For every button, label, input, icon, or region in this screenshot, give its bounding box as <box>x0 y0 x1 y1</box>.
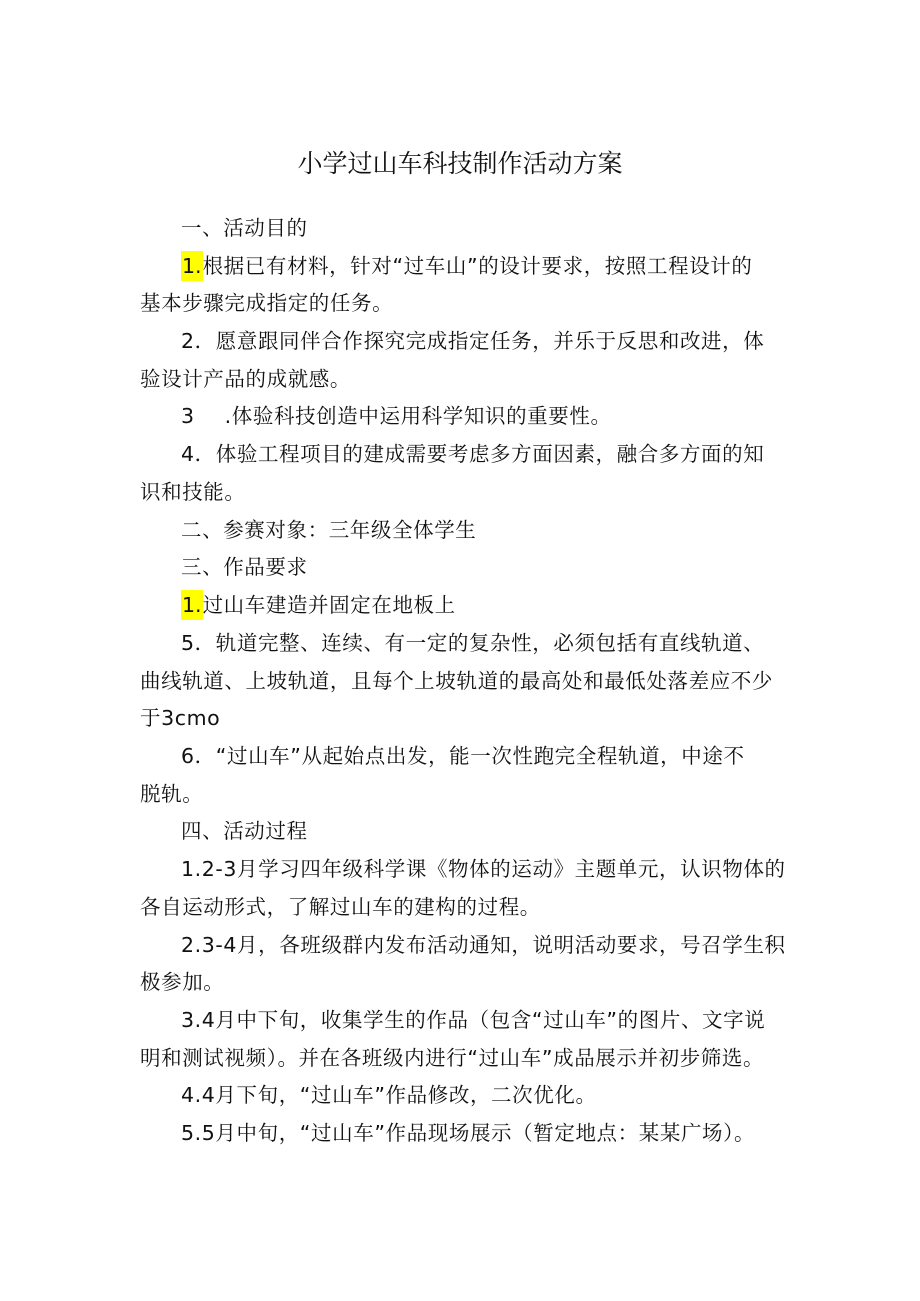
section-heading-requirements: 三、作品要求 <box>181 555 308 579</box>
highlighted-number: 1. <box>181 590 203 620</box>
process-3-line-2: 明和测试视频）。并在各班级内进行“过山车”成品展示并初步筛选。 <box>140 1046 765 1070</box>
highlighted-number: 1. <box>181 251 203 281</box>
objective-1-line-2: 基本步骤完成指定的任务。 <box>140 291 394 315</box>
objective-3-text: .体验科技创造中运用科学知识的重要性。 <box>224 404 612 428</box>
section-heading-participants: 二、参赛对象：三年级全体学生 <box>181 518 477 542</box>
requirement-1-line <box>181 590 841 620</box>
requirement-5-line-3: 于3cmo <box>140 706 221 730</box>
requirement-6-line-2: 脱轨。 <box>140 782 204 806</box>
process-2-line-2: 极参加。 <box>140 970 225 994</box>
process-1-line-2: 各自运动形式，了解过山车的建构的过程。 <box>140 895 541 919</box>
process-1-line-1: 1.2-3月学习四年级科学课《物体的运动》主题单元，认识物体的 <box>181 857 786 881</box>
requirement-5-line-2: 曲线轨道、上坡轨道，且每个上坡轨道的最高处和最低处落差应不少 <box>140 669 773 693</box>
objective-3-line <box>181 401 841 431</box>
requirement-6-line-1: 6．“过山车”从起始点出发，能一次性跑完全程轨道，中途不 <box>181 744 745 768</box>
objective-3-number: 3 <box>181 404 195 428</box>
process-5-line: 5.5月中旬，“过山车”作品现场展示（暂定地点：某某广场）。 <box>181 1121 756 1145</box>
objective-4-line-2: 识和技能。 <box>140 480 246 504</box>
objective-1-line-1 <box>181 251 841 281</box>
objective-4-line-1: 4．体验工程项目的建成需要考虑多方面因素，融合多方面的知 <box>181 442 765 466</box>
requirement-1-text: 过山车建造并固定在地板上 <box>202 593 456 617</box>
requirement-5-line-1: 5．轨道完整、连续、有一定的复杂性，必须包括有直线轨道、 <box>181 631 765 655</box>
objective-1-text: 根据已有材料，针对“过车山”的设计要求，按照工程设计的 <box>202 254 753 278</box>
section-heading-process: 四、活动过程 <box>181 819 308 843</box>
objective-2-line-1: 2．愿意跟同伴合作探究完成指定任务，并乐于反思和改进，体 <box>181 329 765 353</box>
section-heading-objectives: 一、活动目的 <box>181 216 308 240</box>
page-title: 小学过山车科技制作活动方案 <box>297 149 623 178</box>
objective-2-line-2: 验设计产品的成就感。 <box>140 367 351 391</box>
process-2-line-1: 2.3-4月，各班级群内发布活动通知，说明活动要求，号召学生积 <box>181 933 786 957</box>
process-4-line: 4.4月下旬，“过山车”作品修改，二次优化。 <box>181 1083 597 1107</box>
process-3-line-1: 3.4月中下旬，收集学生的作品（包含“过山车”的图片、文字说 <box>181 1008 766 1032</box>
